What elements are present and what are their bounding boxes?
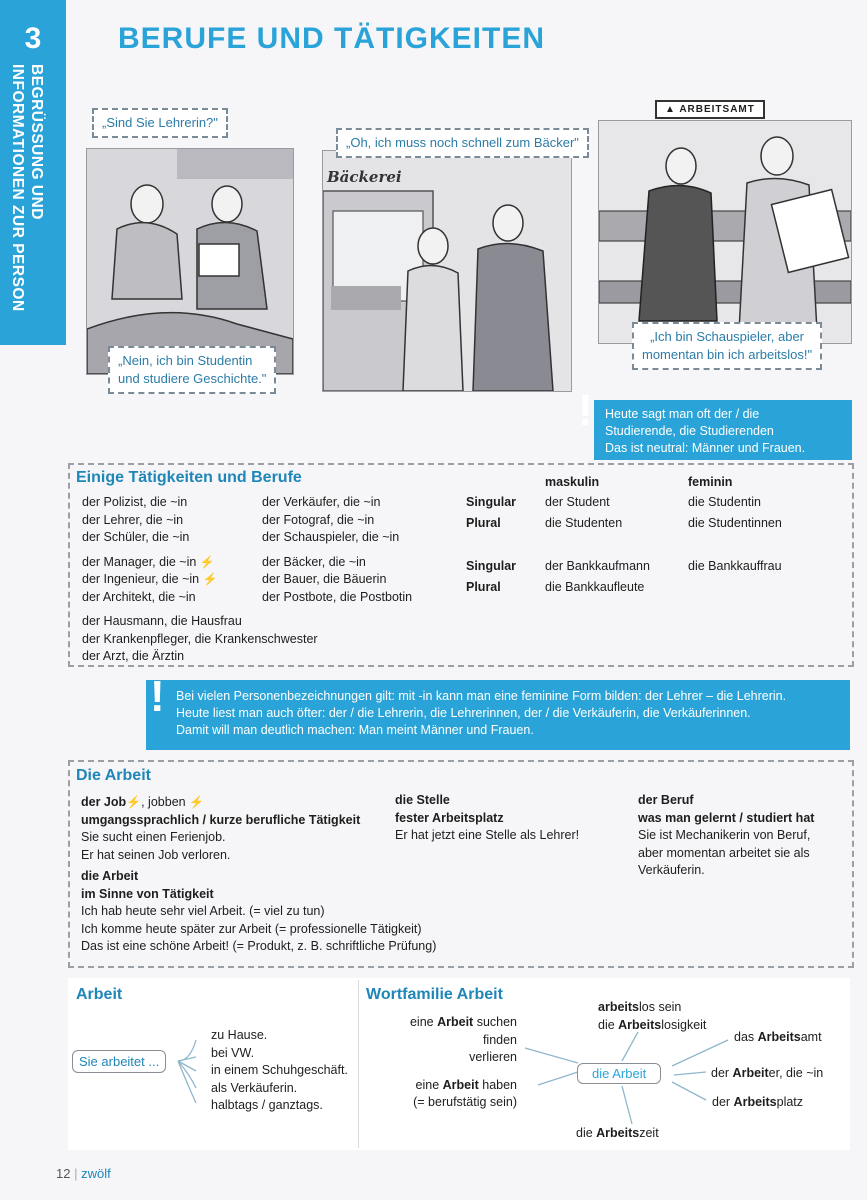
speech-bubble-4-line2: momentan bin ich arbeitslos!"	[642, 347, 813, 362]
speech-bubble-4	[632, 322, 822, 370]
beruf-item: der Postbote, die Postbotin	[262, 589, 413, 604]
job-rest: , jobben	[141, 795, 186, 809]
comic-panel-2	[322, 150, 572, 392]
job-definition: umgangssprachlich / kurze berufliche Tätigkeit	[81, 812, 361, 827]
comic-illustration-1	[87, 149, 293, 374]
comic-panel-1	[86, 148, 294, 375]
arbeit-example: Das ist eine schöne Arbeit! (= Produkt, z. B. schriftliche Prüfung)	[81, 939, 437, 953]
gender-row: Singular der Student die Studentin	[466, 495, 761, 509]
beruf-example: Verkäuferin.	[638, 863, 705, 877]
beruf-item: der Schüler, die ~in	[82, 530, 190, 544]
note2-line1: Bei vielen Personenbezeichnungen gilt: mit -in kann man eine feminine Form bilden: der Lehrer – die Lehrerin.	[176, 689, 787, 703]
exclamation-icon: !	[150, 672, 165, 721]
beruf-item: der Architekt, die ~in	[82, 589, 196, 604]
stelle-section	[395, 792, 579, 845]
note1-line1: Heute sagt man oft der / die	[605, 407, 760, 421]
wortfamilie-right2: der Arbeiter, die ~in	[711, 1066, 824, 1080]
speech-bubble-2-line2: und studiere Geschichte."	[118, 371, 267, 386]
wortfamilie-heading: Wortfamilie Arbeit	[366, 986, 503, 1003]
beruf-item: der Verkäufer, die ~in	[262, 495, 381, 509]
beruf-definition: was man gelernt / studiert hat	[638, 810, 815, 825]
note1-line3: Das ist neutral: Männer und Frauen.	[605, 441, 806, 455]
beruf-example: Sie ist Mechanikerin von Beruf,	[638, 828, 811, 842]
lightning-icon: ⚡	[126, 795, 142, 809]
arbeit-definition: im Sinne von Tätigkeit	[81, 886, 214, 901]
page-title: BERUFE UND TÄTIGKEITEN	[118, 22, 545, 55]
job-example: Sie sucht einen Ferienjob.	[81, 830, 226, 844]
speech-bubble-4-line1: „Ich bin Schauspieler, aber	[650, 329, 805, 344]
lightning-icon: ⚡	[202, 572, 218, 586]
beruf-title: der Beruf	[638, 793, 694, 807]
speech-bubble-1: „Sind Sie Lehrerin?"	[92, 108, 228, 138]
arbeit-item: halbtags / ganztags.	[211, 1098, 323, 1112]
wortfamilie-top: arbeitslos sein die Arbeitslosigkeit	[598, 1000, 707, 1032]
chapter-number: 3	[24, 22, 42, 55]
bottom-divider	[358, 980, 359, 1148]
arbeit-example: Ich hab heute sehr viel Arbeit. (= viel zu tun)	[81, 904, 325, 918]
arbeitsamt-sign	[655, 100, 765, 119]
arbeit-item: als Verkäuferin.	[211, 1080, 298, 1095]
beruf-item: der Bauer, die Bäuerin	[262, 572, 387, 586]
footer-separator: |	[74, 1166, 82, 1181]
arbeit-title: die Arbeit	[81, 869, 139, 883]
note2-line3: Damit will man deutlich machen: Man meint Männer und Frauen.	[176, 723, 534, 737]
job-example: Er hat seinen Job verloren.	[81, 847, 231, 862]
beruf-item: der Bäcker, die ~in	[262, 554, 366, 569]
berufe-col2	[262, 494, 412, 606]
gender-row: Plural die Studenten die Studentinnen	[466, 516, 782, 530]
note2-line2: Heute liest man auch öfter: der / die Lehrerin, die Lehrerinnen, der / die Verkäuferin, die Verkäuferinnen.	[176, 706, 751, 720]
exclamation-icon: !	[578, 386, 593, 435]
arbeit-small-heading: Arbeit	[76, 986, 123, 1003]
wortfamilie-right1: das Arbeitsamt	[734, 1030, 822, 1044]
arbeit-items	[211, 1027, 348, 1115]
comic-illustration-3	[599, 121, 851, 343]
arbeit-item: zu Hause.	[211, 1028, 268, 1042]
lightning-icon: ⚡	[199, 554, 215, 569]
beruf-item: der Ingenieur, die ~in	[82, 572, 200, 586]
bakery-sign: Bäckerei	[327, 168, 402, 186]
arbeit-example: Ich komme heute später zur Arbeit (= professionelle Tätigkeit)	[81, 921, 422, 936]
comic-illustration-2	[323, 151, 571, 391]
wortfamilie-left: eine Arbeit suchen finden verlieren eine Arbeit haben (= berufstätig sein)	[409, 1015, 517, 1109]
gender-row: Plural die Bankkaufleute	[466, 580, 645, 594]
wortfamilie-bottom: die Arbeitszeit	[576, 1126, 659, 1140]
arbeit-item: bei VW.	[211, 1045, 255, 1060]
beruf-item: der Lehrer, die ~in	[82, 512, 184, 527]
note-feminine-form	[146, 672, 850, 750]
gender-head-feminin: feminin	[688, 475, 733, 489]
beruf-item: der Hausmann, die Hausfrau	[82, 614, 242, 628]
job-section	[81, 794, 436, 956]
wortfamilie-center: die Arbeit	[577, 1063, 661, 1084]
page-word: zwölf	[81, 1166, 111, 1181]
office-sign-icon: ▲	[665, 104, 680, 115]
speech-bubble-3: „Oh, ich muss noch schnell zum Bäcker"	[336, 128, 589, 158]
gender-head-maskulin: maskulin	[545, 475, 600, 489]
arbeit-item: in einem Schuhgeschäft.	[211, 1063, 348, 1077]
arbeit-heading: Die Arbeit	[76, 767, 151, 784]
beruf-item: der Schauspieler, die ~in	[262, 530, 400, 544]
beruf-item: der Krankenpfleger, die Krankenschwester	[82, 631, 318, 646]
gender-row: Singular der Bankkaufmann die Bankkauffrau	[466, 559, 782, 573]
arbeitsamt-sign-text: ARBEITSAMT	[679, 104, 755, 115]
beruf-item: der Arzt, die Ärztin	[82, 649, 185, 663]
speech-bubble-2	[108, 346, 276, 394]
note-studierende	[578, 386, 852, 460]
gender-table	[466, 494, 850, 600]
beruf-item: der Fotograf, die ~in	[262, 512, 375, 527]
taetigkeiten-heading: Einige Tätigkeiten und Berufe	[76, 469, 302, 486]
speech-bubble-2-line1: „Nein, ich bin Studentin	[118, 353, 253, 368]
chapter-title: BEGRÜSSUNG UND INFORMATIONEN ZUR PERSON	[9, 64, 45, 312]
note1-line2: Studierende, die Studierenden	[605, 424, 774, 438]
stelle-definition: fester Arbeitsplatz	[395, 810, 504, 825]
chapter-tab	[0, 0, 66, 345]
beruf-example: aber momentan arbeitet sie als	[638, 845, 810, 860]
stelle-title: die Stelle	[395, 793, 450, 807]
beruf-section	[638, 792, 814, 880]
beruf-item: der Manager, die ~in	[82, 554, 197, 569]
comic-panel-3	[598, 120, 852, 344]
page-number: 12	[56, 1166, 71, 1181]
page-footer	[56, 1166, 111, 1181]
beruf-item: der Polizist, die ~in	[82, 495, 188, 509]
sie-arbeitet-center: Sie arbeitet ...	[72, 1050, 166, 1073]
lightning-icon: ⚡	[189, 795, 205, 809]
stelle-example: Er hat jetzt eine Stelle als Lehrer!	[395, 828, 580, 842]
wortfamilie-right3: der Arbeitsplatz	[712, 1095, 804, 1109]
job-title: der Job	[81, 795, 127, 809]
